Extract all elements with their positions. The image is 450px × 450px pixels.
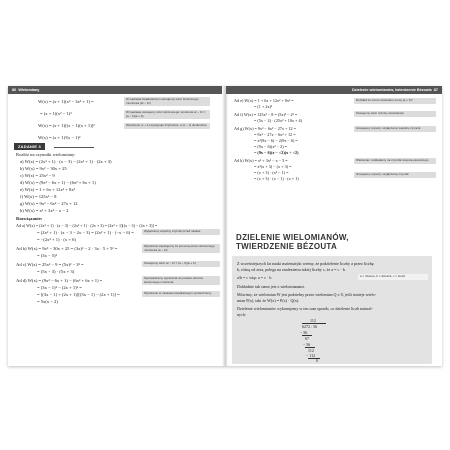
solution-line: = 5x(x − 2) [37, 299, 58, 304]
solution-line: = (3x − 1)² − (2x + 1)² = [37, 285, 82, 290]
equation-line: = x²(9x − 6) − 2(9x − 6) = [254, 138, 298, 143]
equation-line: = 9x² − 27x − 6x² + 12 = [254, 132, 296, 137]
task-item: f) W(x) = 125x³ − 8 [20, 194, 57, 199]
left-header-title: Wielomiany [18, 88, 40, 92]
division-step: − 112 [306, 353, 316, 358]
equation-line: W(x) = (x + 1)(x² − 3x² + 1) = [38, 99, 94, 104]
solution-line: Ad a) W(x) = (2x² + 1) · (x − 3) − (2x² + 1) · (2x + 3) = (2x² + 1)[(x − 3) − (2x + 3)] = [16, 223, 158, 228]
box-text: b, różną od zera, polega na znalezieniu takiej liczby c, że a = c · b. [237, 267, 346, 272]
division-step: 0 [316, 358, 318, 363]
equation-line: W(x) = (x + 1)[(x − 1)(x + 1)]² [38, 123, 95, 128]
task-item: g) W(x) = 9x³ − 6x² − 27x + 12 [20, 201, 78, 206]
equation-line: = x²(x + 3) − (x + 3) = [254, 164, 292, 169]
equation-line: Ad h) W(x) = x³ + 3x² − x − 3 = [234, 158, 288, 163]
solution-line: = (2x² + 1) · (x − 3 − 2x − 3) = (2x² + 1) · (−x − 6) = [37, 230, 134, 235]
task-item: c) W(x) = 25x² − 9 [20, 173, 55, 178]
equation-line: = (9x − 6)(x² − 2) = [254, 144, 288, 149]
left-page [8, 86, 224, 366]
equation-line: = (x + 1)(x² − 1)² [40, 111, 72, 116]
task-item: e) W(x) = 1 + 6x + 12x² + 8x³ [20, 187, 76, 192]
left-page-number: 86 [12, 88, 17, 92]
margin-note: Sprowadzamy wyrażenia do postaci wzorów skróconego mnożenia [142, 276, 220, 285]
margin-note: Grupujemy wyrazy i wyłączamy czynnik [354, 172, 436, 178]
section-title-line: TWIERDZENIE BÉZOUTA [236, 241, 338, 251]
equation-line: = (x + 3) · (x − 1) · (x + 1) [254, 176, 299, 181]
section-title-line: DZIELENIE WIELOMIANÓW, [236, 233, 349, 242]
division-step: 112 [308, 348, 314, 353]
task-item: b) W(x) = 9x² − 30x + 25 [20, 166, 67, 171]
section-title [236, 234, 349, 251]
task-item: h) W(x) = x³ + 3x² − x − 2 [20, 208, 69, 213]
task-item: d) W(x) = (9x² − 6x + 1) − (6x² + 6x + 1) [20, 180, 96, 185]
box-text: Dokładnie tak samo jest z wielomianami. [237, 284, 305, 289]
equation-line: Ad f) W(x) = 125x³ − 8 = (5x)³ − 2³ = [234, 112, 298, 117]
equation-line: Ad e) W(x) = 1 + 6x + 12x² + 8x³ = [234, 98, 294, 103]
division-quotient: 112 [310, 318, 316, 323]
right-page-number: 87 [433, 88, 438, 92]
margin-note: W nawiasie kwadratowym stosujemy wzór skróconego mnożenia (a² − b²) [124, 97, 210, 106]
task-divider [54, 147, 94, 148]
division-step: − 56 [300, 330, 308, 335]
margin-note: Wyrażenie w nawiasie kwadratowym upraszczamy [142, 291, 220, 297]
division-step: 67 [305, 336, 309, 341]
equation-line: = (1 + 2x)³ [254, 104, 273, 109]
equation-line: W(x) = (x + 1)³(x − 1)² [38, 135, 81, 140]
solution-line: Ad d) W(x) = (9x² − 6x + 1) − (6x² + 6x + 1) = [16, 278, 103, 283]
box-text: Mówimy, że wielomian W jest podzielny przez wielomian Q ≠ 0, jeśli istnieje wielo- [237, 292, 377, 297]
book-spread [8, 86, 442, 366]
equation-line: = (x + 3) · (x² − 1) = [254, 170, 289, 175]
box-text: nych: [237, 312, 247, 317]
right-page [226, 86, 442, 366]
division-rule [308, 358, 320, 359]
theory-box [232, 256, 432, 364]
solution-line: Ad b) W(x) = 9x² − 30x + 25 = (3x)² − 2 · 3x · 5 + 5² = [16, 246, 118, 251]
margin-note: Wyłączamy wspólny czynnik przed nawias [142, 229, 220, 235]
margin-note: Grupujemy wyrazy i wyłączamy wspólny czynnik [354, 126, 436, 132]
box-margin-note: a = dzielna, b = dzielnik, c = iloraz [358, 274, 428, 280]
division-step: − 56 [303, 342, 311, 347]
solution-line: = [(3x − 1) + (2x + 1)][(3x − 1) − (2x + 1)] = [37, 292, 120, 297]
equation-line: = (5x − 2) · (25x² + 10x + 4) [254, 118, 303, 123]
solution-line: Ad c) W(x) = 25x² − 9 = (5x)² − 3² = [16, 262, 84, 267]
equation-line: = (9x − 6)(x − √2)(x + √2) [254, 150, 299, 155]
margin-note: Wielomian rozkładamy na czynniki stopnia pierwszego [354, 158, 436, 164]
right-header-title: Dzielenie wielomianów, twierdzenie Bézouta [352, 88, 432, 92]
margin-note: Stosujemy wzór różnicy sześcianów [354, 111, 436, 117]
right-page-header [226, 86, 442, 94]
margin-note: Wyrażenie zapisujemy za pomocą wzoru skróconego mnożenia (a − b)² [142, 244, 220, 253]
solutions-heading: Rozwiązanie: [16, 216, 43, 221]
box-text: Z wcześniejszych lat nauki matematyki wiemy, że podzielenie liczby a przez liczbę [237, 261, 374, 266]
task-intro: Rozłóż na czynniki wielomiany: [16, 152, 76, 157]
division-dividend: 6272 : 56 [302, 324, 318, 329]
margin-note: Rozkład ze wzoru sześcianu sumy (a + b)³ [354, 98, 436, 104]
solution-line: = (3x − 5)² [37, 253, 57, 258]
task-item: a) W(x) = (2x² + 1) · (x − 3) − (2x² + 1) · (2x + 3) [20, 159, 112, 164]
box-text: Dzielenie wielomianów wykonujemy w ten sam sposób, co dzielenie liczb natural- [237, 306, 373, 311]
solution-line: = −(2x² + 1) · (x + 6) [37, 237, 76, 242]
box-formula: a/b = c więc a = c · b [237, 275, 272, 280]
equation-line: Ad g) W(x) = 9x³ − 6x² − 27x + 12 = [234, 126, 297, 131]
box-text: mian P(x), taki że W(x) = P(x) · Q(x). [237, 298, 300, 303]
solution-line: = (5x − 3) · (5x + 3) [37, 269, 75, 274]
margin-note: W nawiasie stosujemy wzór skróconego mnożenia a² − b² = (a − b)(a + b) [124, 110, 210, 119]
margin-note: Wyrażenie (x + 1) występuje trzykrotnie, a (x − 1) dwukrotnie [124, 123, 210, 129]
margin-note: Stosujemy wzór a² − b² = (a − b)(a + b) [142, 261, 220, 267]
left-page-header [8, 86, 224, 94]
task-label: ZADANIE 3 [14, 143, 45, 150]
